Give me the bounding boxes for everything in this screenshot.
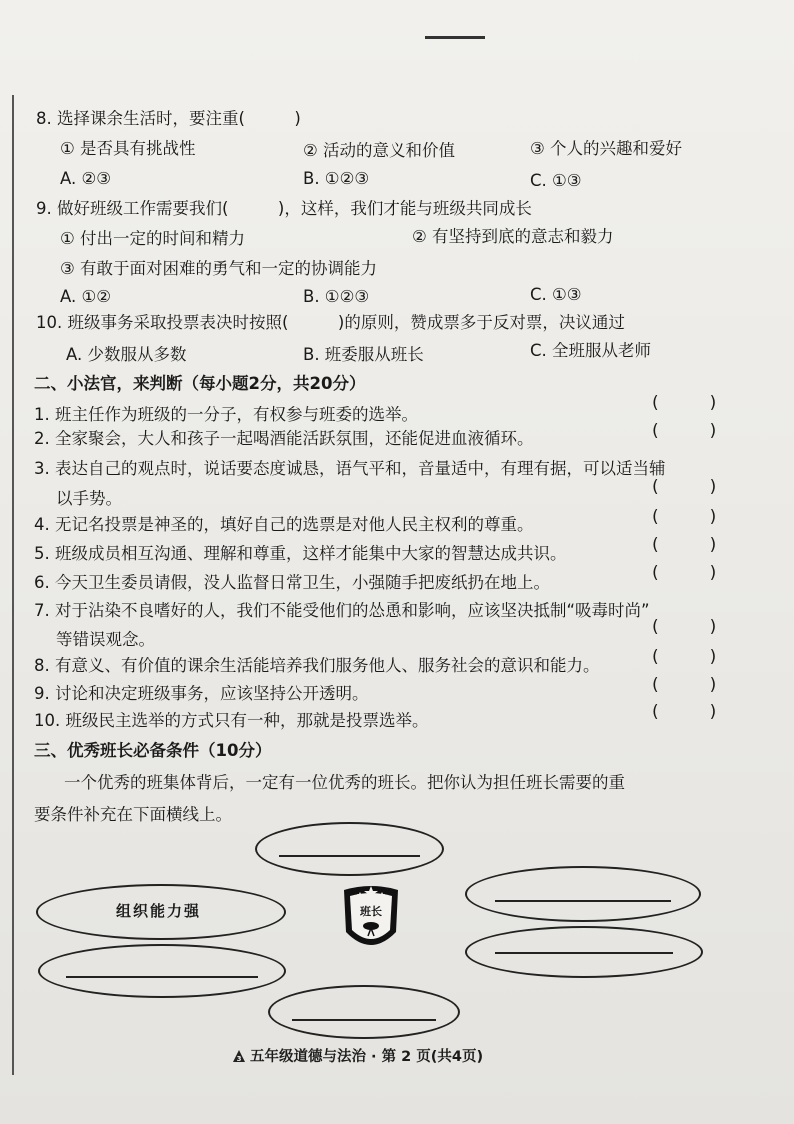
answer-blank-6[interactable]: ( ) [652,563,717,583]
judge-item-2: 2. 全家聚会，大人和孩子一起喝酒能活跃氛围，还能促进血液循环。 [34,429,534,448]
q10-choice-a: A. 少数服从多数 [66,345,187,364]
question-8-stem: 8. 选择课余生活时，要注重( ) [36,109,301,128]
judge-item-3-line2: 以手势。 [56,489,122,508]
q9-choice-b: B. ①②③ [303,287,370,306]
page-top-mark [425,36,485,39]
badge-text: 班长 [360,905,382,918]
q9-option-1: ① 付出一定的时间和精力 [60,229,246,248]
judge-item-7-line1: 7. 对于沾染不良嗜好的人，我们不能受他们的怂恿和影响，应该坚决抵制“吸毒时尚” [34,601,650,620]
judge-item-9: 9. 讨论和决定班级事务，应该坚持公开透明。 [34,684,369,703]
answer-blank-3[interactable]: ( ) [652,477,717,497]
q8-choice-a: A. ②③ [60,169,112,188]
answer-blank-5[interactable]: ( ) [652,535,717,555]
q10-choice-c: C. 全班服从老师 [530,341,652,360]
answer-ellipse-left-2[interactable] [38,944,286,998]
judge-item-6: 6. 今天卫生委员请假，没人监督日常卫生，小强随手把废纸扔在地上。 [34,573,550,592]
q9-option-3: ③ 有敢于面对困难的勇气和一定的协调能力 [60,259,378,278]
judge-item-8: 8. 有意义、有价值的课余生活能培养我们服务他人、服务社会的意识和能力。 [34,656,600,675]
question-10-stem: 10. 班级事务采取投票表决时按照( )的原则，赞成票多于反对票，决议通过 [36,313,625,332]
answer-blank-1[interactable]: ( ) [652,393,717,413]
q8-option-1: ① 是否具有挑战性 [60,139,196,158]
footer-text: 五年级道德与法治 · 第 2 页(共4页) [250,1049,484,1065]
q9-option-2: ② 有坚持到底的意志和毅力 [412,227,614,246]
example-ellipse [36,884,286,940]
section-3-intro-line2: 要条件补充在下面横线上。 [34,805,232,824]
judge-item-7-line2: 等错误观念。 [56,630,155,649]
answer-ellipse-bottom[interactable] [268,985,460,1039]
answer-blank-8[interactable]: ( ) [652,647,717,667]
answer-blank-4[interactable]: ( ) [652,507,717,527]
page-footer [232,1045,483,1066]
answer-blank-10[interactable]: ( ) [652,702,717,722]
judge-item-1: 1. 班主任作为班级的一分子，有权参与班委的选举。 [34,405,418,424]
answer-blank-9[interactable]: ( ) [652,675,717,695]
answer-ellipse-right-2[interactable] [465,926,703,978]
svg-text:3: 3 [236,1054,242,1063]
answer-ellipse-right-1[interactable] [465,866,701,922]
page-left-margin-rule [12,95,14,1075]
answer-blank-2[interactable]: ( ) [652,421,717,441]
judge-item-10: 10. 班级民主选举的方式只有一种，那就是投票选举。 [34,711,429,730]
answer-blank-7[interactable]: ( ) [652,617,717,637]
q8-choice-b: B. ①②③ [303,169,370,188]
class-monitor-badge-icon [340,884,402,956]
example-answer-text: 组织能力强 [116,902,202,920]
question-9-stem: 9. 做好班级工作需要我们( )，这样，我们才能与班级共同成长 [36,199,532,218]
section-3-intro-line1: 一个优秀的班集体背后，一定有一位优秀的班长。把你认为担任班长需要的重 [64,773,625,792]
q8-choice-c: C. ①③ [530,171,582,190]
judge-item-4: 4. 无记名投票是神圣的，填好自己的选票是对他人民主权利的尊重。 [34,515,534,534]
judge-item-5: 5. 班级成员相互沟通、理解和尊重，这样才能集中大家的智慧达成共识。 [34,544,567,563]
footer-logo-icon [232,1049,246,1063]
section-2-title: 二、小法官，来判断（每小题2分，共20分） [34,374,366,393]
judge-item-3-line1: 3. 表达自己的观点时，说话要态度诚恳，语气平和，音量适中，有理有据，可以适当辅 [34,459,666,478]
q9-choice-a: A. ①② [60,287,112,306]
q8-option-2: ② 活动的意义和价值 [303,141,456,160]
answer-ellipse-top[interactable] [255,822,444,876]
q10-choice-b: B. 班委服从班长 [303,345,424,364]
q9-choice-c: C. ①③ [530,285,582,304]
section-3-title: 三、优秀班长必备条件（10分） [34,741,272,760]
q8-option-3: ③ 个人的兴趣和爱好 [530,139,683,158]
